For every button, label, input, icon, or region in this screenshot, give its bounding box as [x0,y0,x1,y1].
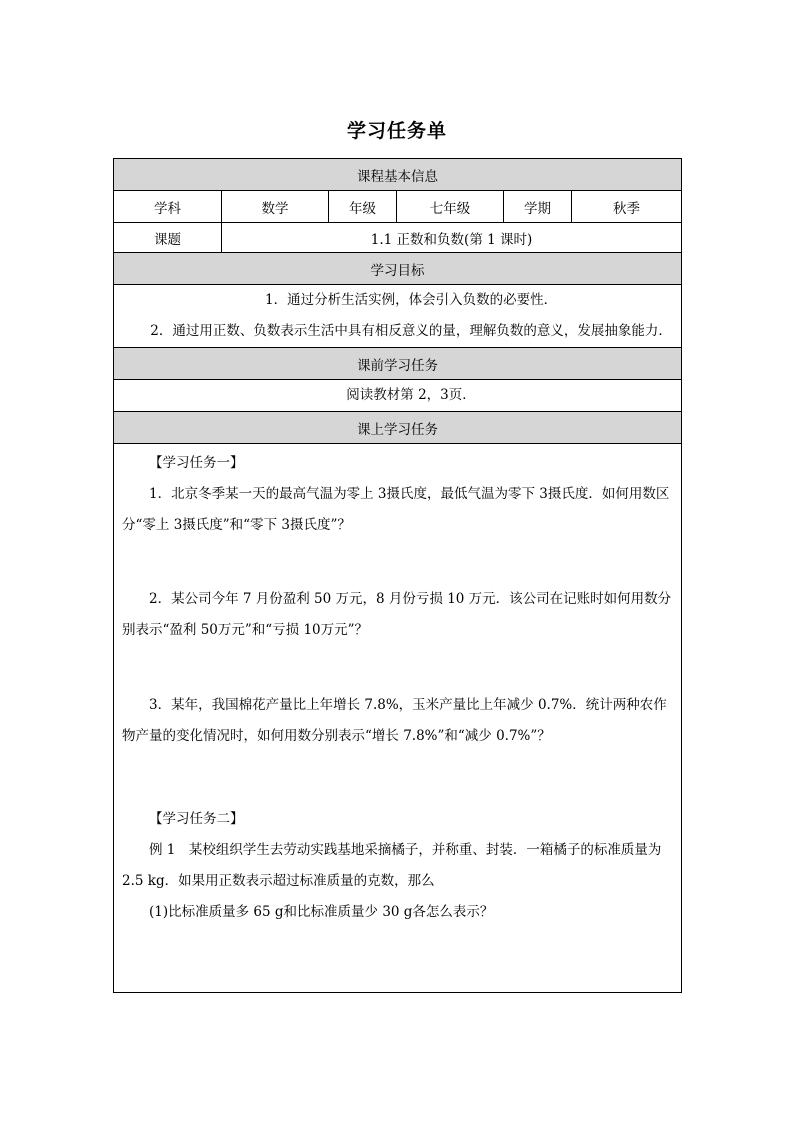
task1-question-3: 3．某年，我国棉花产量比上年增长 7.8%，玉米产量比上年减少 0.7%．统计两种农作物产量的变化情况时，如何用数分别表示“增长 7.8%”和“减少 0.7%”？ [122,697,667,744]
inclass-cell [114,444,682,993]
inclass-header: 课上学习任务 [114,412,682,444]
topic-label: 课题 [114,223,222,253]
objective-item-1: 1．通过分析生活实例，体会引入负数的必要性． [264,292,558,308]
grade-value: 七年级 [397,191,504,223]
task2-example-question-1: (1)比标准质量多 65 g和比标准质量少 30 g各怎么表示？ [149,904,494,920]
term-label: 学期 [504,191,572,223]
subject-label: 学科 [114,191,222,223]
task-sheet-table [113,158,682,993]
task1-question-2: 2．某公司今年 7 月份盈利 50 万元，8 月份亏损 10 万元．该公司在记账时如何用数分别表示“盈利 50万元”和“亏损 10万元”？ [122,591,672,638]
subject-value: 数学 [222,191,329,223]
topic-value: 1.1 正数和负数(第 1 课时) [222,223,682,253]
preclass-text: 阅读教材第 2，3页． [346,387,476,403]
task2-title: 【学习任务二】 [149,811,244,827]
basic-info-header: 课程基本信息 [114,159,682,191]
grade-label: 年级 [329,191,397,223]
task2-example: 例 1 某校组织学生去劳动实践基地采摘橘子，并称重、封装．一箱橘子的标准质量为 2.5 kg．如果用正数表示超过标准质量的克数，那么 [122,842,662,889]
task1-title: 【学习任务一】 [149,455,244,471]
objective-item-2: 2．通过用正数、负数表示生活中具有相反意义的量，理解负数的意义，发展抽象能力． [150,323,672,339]
page-title: 学习任务单 [346,120,447,142]
objectives-header: 学习目标 [114,253,682,285]
task1-question-1: 1．北京冬季某一天的最高气温为零上 3摄氏度，最低气温为零下 3摄氏度．如何用数区分“零上 3摄氏度”和“零下 3摄氏度”？ [122,486,670,533]
term-value: 秋季 [572,191,682,223]
preclass-cell [114,380,682,412]
preclass-header: 课前学习任务 [114,348,682,380]
objectives-cell [114,285,682,348]
